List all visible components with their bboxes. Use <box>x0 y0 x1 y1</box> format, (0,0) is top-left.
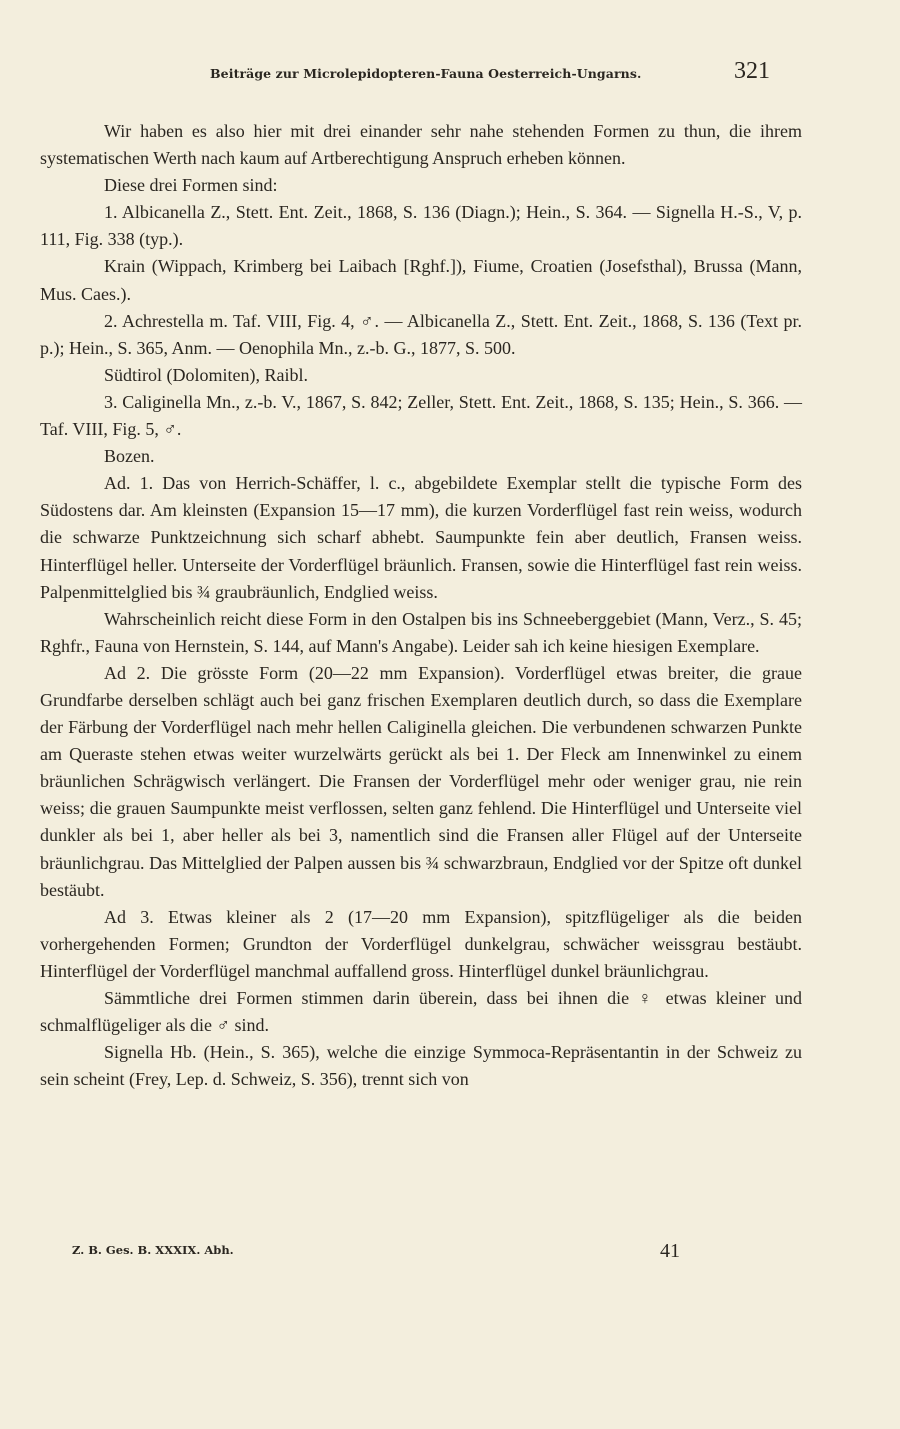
paragraph: Ad. 1. Das von Herrich-Schäffer, l. c., abgebildete Exemplar stellt die typische Form des Südostens dar. Am kleinsten (Expansion 15—17 mm), die kurzen Vorderflügel fast rein weiss, wodurch die schwarze Punktzeichnung sich scharf abhebt. Saumpunkte fein aber deutlich, Fransen weiss. Hinterflügel heller. Unterseite der Vorderflügel bräunlich. Fransen, sowie die Hinterflügel fast rein weiss. Palpenmittelglied bis ¾ graubräunlich, Endglied weiss. <box>40 473 802 602</box>
paragraph: Wahrscheinlich reicht diese Form in den Ostalpen bis ins Schneeberggebiet (Mann, Verz., S. 45; Rghfr., Fauna von Hernstein, S. 144, auf Mann's Angabe). Leider sah ich keine hiesigen Exemplare. <box>40 608 802 656</box>
page-footer <box>72 1240 680 1270</box>
sheet-number: 41 <box>660 1240 680 1262</box>
paragraph: 2. Achrestella m. Taf. VIII, Fig. 4, ♂. — Albicanella Z., Stett. Ent. Zeit., 1868, S. 136 (Text pr. p.); Hein., S. 365, Anm. — Oenophila Mn., z.-b. G., 1877, S. 500. <box>40 310 802 358</box>
paragraph: Wir haben es also hier mit drei einander sehr nahe stehenden Formen zu thun, die ihrem systematischen Werth nach kaum auf Artberechtigung Anspruch erheben können. <box>40 121 802 169</box>
page-header <box>40 58 770 92</box>
paragraph: Bozen. <box>104 446 155 467</box>
paragraph: Ad 3. Etwas kleiner als 2 (17—20 mm Expansion), spitzflügeliger als die beiden vorhergehenden Formen; Grundton der Vorderflügel dunkelgrau, schwächer weissgrau bestäubt. Hinterflügel der Vorderflügel manchmal auffallend gross. Hinterflügel dunkel bräunlichgrau. <box>40 906 802 981</box>
paragraph: Ad 2. Die grösste Form (20—22 mm Expansion). Vorderflügel etwas breiter, die graue Grundfarbe derselben schlägt auch bei ganz frischen Exemplaren deutlich durch, so dass die Exemplare der Färbung der Vorderflügel nach mehr hellen Caliginella gleichen. Die verbundenen schwarzen Punkte am Queraste stehen etwas weiter wurzelwärts gerückt als bei 1. Der Fleck am Innenwinkel zu einem bräunlichen Schrägwisch verlängert. Die Fransen der Vorderflügel mehr oder weniger grau, nie rein weiss; die grauen Saumpunkte meist verflossen, selten ganz fehlend. Die Hinterflügel und Unterseite viel dunkler als bei 1, aber heller als bei 3, namentlich sind die Fransen aller Flügel auf der Unterseite bräunlichgrau. Das Mittelglied der Palpen aussen bis ¾ schwarzbraun, Endglied vor der Spitze oft dunkel bestäubt. <box>40 662 802 900</box>
paragraph: Diese drei Formen sind: <box>104 175 278 196</box>
paragraph: Sämmtliche drei Formen stimmen darin überein, dass bei ihnen die ♀ etwas kleiner und schmalflügeliger als die ♂ sind. <box>40 988 802 1036</box>
page-number: 321 <box>734 58 770 84</box>
running-title: Beiträge zur Microlepidopteren-Fauna Oesterreich-Ungarns. <box>210 66 642 81</box>
paragraph: Südtirol (Dolomiten), Raibl. <box>104 364 308 385</box>
paragraph: 1. Albicanella Z., Stett. Ent. Zeit., 1868, S. 136 (Diagn.); Hein., S. 364. — Signella H.-S., V, p. 111, Fig. 338 (typ.). <box>40 202 802 250</box>
body-text <box>40 118 802 1093</box>
paragraph: 3. Caliginella Mn., z.-b. V., 1867, S. 842; Zeller, Stett. Ent. Zeit., 1868, S. 135; Hein., S. 366. — Taf. VIII, Fig. 5, ♂. <box>40 391 802 440</box>
paragraph: Signella Hb. (Hein., S. 365), welche die einzige Symmoca-Repräsentantin in der Schweiz zu sein scheint (Frey, Lep. d. Schweiz, S. 356), trennt sich von <box>40 1042 802 1090</box>
paragraph: Krain (Wippach, Krimberg bei Laibach [Rghf.]), Fiume, Croatien (Josefsthal), Brussa (Mann, Mus. Caes.). <box>40 256 802 304</box>
signature-mark: Z. B. Ges. B. XXXIX. Abh. <box>72 1243 234 1257</box>
